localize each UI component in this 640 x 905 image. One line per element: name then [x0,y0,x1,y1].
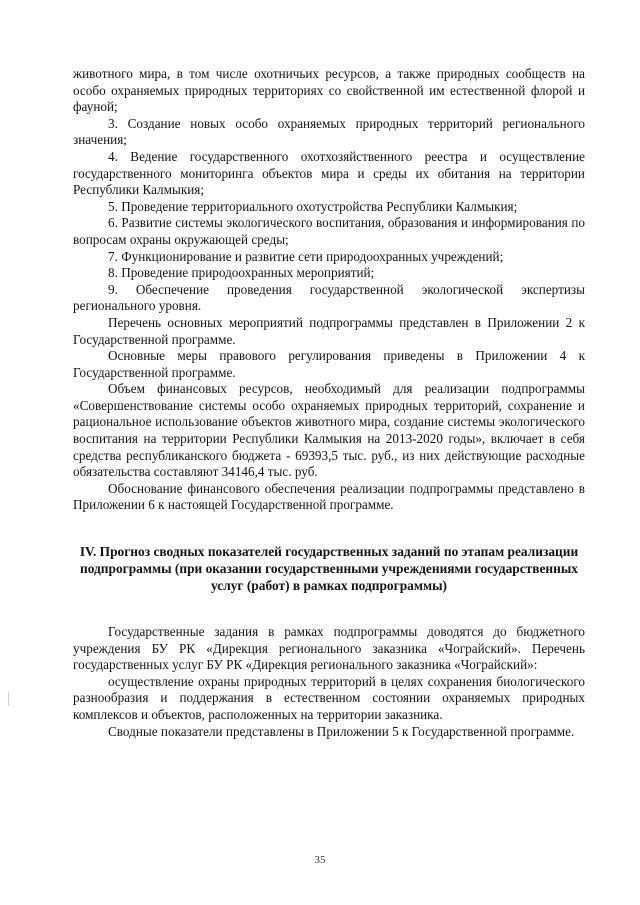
list-item-8: 8. Проведение природоохранных мероприятий; [108,265,375,281]
financial-resources-paragraph: Объем финансовых ресурсов, необходимый для реализации подпрограммы «Совершенствование системы особо охраняемых природных территорий, сохранение и рациональное использование объектов животного мира, создание системы экологического воспитания на территории Республики Калмыкия на 2013-2020 годы», включает в себя средства республиканского бюджета - 69393,5 тыс. руб., из них действующие расходные обязательства составляют 34146,4 тыс. руб. [73,381,585,480]
intro-paragraph: животного мира, в том числе охотничьих ресурсов, а также природных сообществ на особо охраняемых природных территориях со свойственной им естественной флорой и фауной; [73,66,585,115]
page-number: 35 [314,854,326,866]
summary-indicators-paragraph: Сводные показатели представлены в Приложении 5 к Государственной программе. [108,723,575,739]
list-item-3: 3. Создание новых особо охраняемых природных территорий регионального значения; [73,115,585,148]
section-heading: IV. Прогноз сводных показателей государственных заданий по этапам реализации подпрограммы (при оказании государственными учреждениями государственных услуг (работ) в рамках подпрограммы) [79,544,579,594]
measures-paragraph: Перечень основных мероприятий подпрограммы представлен в Приложении 2 к Государственной программе. [73,314,585,347]
legal-measures-paragraph: Основные меры правового регулирования приведены в Приложении 4 к Государственной программе. [73,348,585,380]
list-item-9: 9. Обеспечение проведения государственной экологической экспертизы регионального уровня. [73,281,585,314]
list-item-5: 5. Проведение территориального охотустройства Республики Калмыкия; [108,198,518,214]
state-assignments-paragraph: Государственные задания в рамках подпрограммы доводятся до бюджетного учреждения БУ РК «Дирекция регионального заказника «Чограйский». Перечень государственных услуг БУ РК «Дирекция регионального заказника «Чограйский»: [73,624,585,673]
section-heading-block [73,543,585,594]
list-item-6: 6. Развитие системы экологического воспитания, образования и информирования по вопросам охраны окружающей среды; [73,215,585,247]
financial-justification-paragraph: Обоснование финансового обеспечения реализации подпрограммы представлено в Приложении 6 к настоящей Государственной программе. [73,480,585,513]
page-body [73,66,585,740]
list-item-4: 4. Ведение государственного охотхозяйственного реестра и осуществление государственного мониторинга объектов мира и среды их обитания на территории Республики Калмыкия; [73,148,585,198]
list-item-7: 7. Функционирование и развитие сети природоохранных учреждений; [108,248,504,264]
service-description-paragraph: осуществление охраны природных территорий в целях сохранения биологического разнообразия и поддержания в естественном состоянии охраняемых природных комплексов и объектов, расположенных на территории заказника. [73,673,585,722]
scan-margin-mark [8,692,9,706]
